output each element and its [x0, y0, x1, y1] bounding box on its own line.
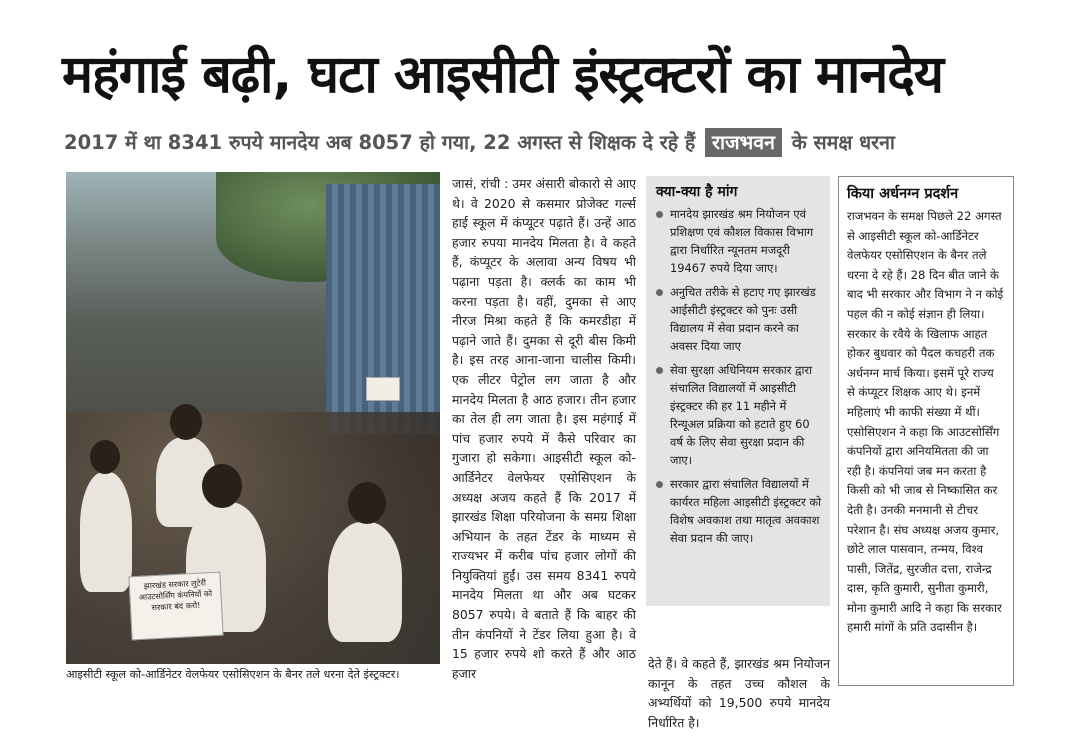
demand-text: सेवा सुरक्षा अधिनियम सरकार द्वारा संचालित विद्यालयों में आइसीटी इंस्ट्रक्टर की हर 11 महीने में रिन्यूअल प्रक्रिया को हटाते हुए 60 वर्ष के लिए सेवा सुरक्षा प्रदान की जाए।: [670, 363, 813, 467]
demands-list: [646, 205, 830, 547]
demand-text: सरकार द्वारा संचालित विद्यालयों में कार्यरत महिला आइसीटी इंस्ट्रक्टर को विशेष अवकाश तथा मातृत्व अवकाश सेवा प्रदान की जाए।: [670, 477, 822, 545]
subheadline-text: 2017 में था 8341 रुपये मानदेय अब 8057 हो गया, 22 अगस्त से शिक्षक दे रहे हैं: [64, 131, 696, 154]
photo-person: [80, 472, 132, 592]
protest-placard: झारखंड सरकार लुटेरी आउटसोर्सिंग कंपनियों को सरकार बंद करो!: [128, 572, 223, 641]
article-body: जासं, रांची : उमर अंसारी बोकारो से आए थे। वे 2020 से कसमार प्रोजेक्ट गर्ल्स हाई स्कूल में कंप्यूटर पढ़ाते हैं। उन्हें आठ हजार रुपया मानदेय मिलता है। वे कहते हैं, कंप्यूटर के अलावा अन्य विषय भी पढ़ाना पड़ता है। क्लर्क का काम भी करना पड़ता है। वहीं, दुमका से आए नीरज मिश्रा कहते हैं कि कमरडीहा में पढ़ाने जाते हैं। दुमका से दूरी बीस किमी है। इस तरह आना-जाना चालीस किमी। एक लीटर पेट्रोल लग जाता है और मानदेय मिलता है आठ हजार। तीन हजार का तेल ही लग जाता है। इस महंगाई में पांच हजार रुपये में कैसे परिवार का गुजारा हो सकेगा। आइसीटी स्कूल को-आर्डिनेटर वेलफेयर एसोसिएशन के अध्यक्ष अजय कहते हैं कि 2017 में झारखंड शिक्षा परियोजना के समग्र शिक्षा अभियान के तहत टेंडर के माध्यम से राज्यभर में करीब पांच हजार लोगों की नियुक्तियां हुईं। उस समय 8341 रुपये मानदेय मिलता था और अब घटकर 8057 रुपये। वे बताते हैं कि बाहर की तीन कंपनियों ने टेंडर लिया हुआ है। वे 15 हजार रुपये शो करते हैं और आठ हजार: [452, 176, 636, 681]
photo-small-placard: [366, 377, 400, 401]
subheadline-text-end: के समक्ष धरना: [791, 131, 895, 154]
demand-item: [656, 361, 822, 469]
protest-photo: [66, 172, 440, 664]
subheadline: [64, 123, 1024, 163]
photo-person: [328, 522, 402, 642]
demand-item: [656, 205, 822, 277]
demand-item: [656, 475, 822, 547]
photo-person-head: [170, 404, 202, 440]
bullet-icon: [656, 211, 663, 218]
bullet-icon: [656, 481, 663, 488]
photo-caption: आइसीटी स्कूल को-आर्डिनेटर वेलफेयर एसोसिएशन के बैनर तले धरना देते इंस्ट्रक्टर।: [66, 668, 400, 681]
photo-person-head: [202, 464, 242, 508]
demands-box: [646, 176, 830, 606]
bullet-icon: [656, 289, 663, 296]
article-continuation: देते हैं। वे कहते हैं, झारखंड श्रम नियोजन कानून के तहत उच्च कौशल के अभ्यर्थियों को 19,500 रुपये मानदेय निर्धारित है।: [648, 656, 830, 730]
sidebar-text: राजभवन के समक्ष पिछले 22 अगस्त से आइसीटी स्कूल को-आर्डिनेटर वेलफेयर एसोसिएशन के बैनर तले धरना दे रहे हैं। 28 दिन बीत जाने के बाद भी सरकार और विभाग ने न कोई पहल की न कोई संज्ञान ही लिया। सरकार के रवैये के खिलाफ आहत होकर बुधवार को पैदल कचहरी तक अर्धनग्न मार्च किया। इसमें पूरे राज्य से कंप्यूटर शिक्षक आए थे। इनमें महिलाएं भी काफी संख्या में थीं। एसोसिएशन ने कहा कि आउटसोर्सिंग कंपनियों द्वारा अनियमितता की जा रही है। कंपनियां जब मन करता है किसी को भी जाब से निष्कासित कर देती है। उनकी मनमानी से टीचर परेशान है। संघ अध्यक्ष अजय कुमार, छोटे लाल पासवान, तन्मय, विश्व पासी, जितेंद्र, सुरजीत दत्ता, राजेन्द्र दास, कृति कुमारी, सुनीता कुमारी, मोना कुमारी आदि ने कहा कि सरकार हमारी मांगों के प्रति उदासीन है।: [847, 209, 1004, 635]
sidebar-box: [838, 176, 1014, 686]
bullet-icon: [656, 367, 663, 374]
demands-title: क्या-क्या है मांग: [656, 184, 738, 200]
demand-item: [656, 283, 822, 355]
subheadline-tag: राजभवन: [705, 128, 782, 157]
photo-person-head: [348, 482, 386, 524]
photo-person-head: [90, 440, 120, 474]
demand-text: मानदेय झारखंड श्रम नियोजन एवं प्रशिक्षण एवं कौशल विकास विभाग द्वारा निर्धारित न्यूनतम मजदूरी 19467 रुपये दिया जाए।: [670, 207, 814, 275]
headline: महंगाई बढ़ी, घटा आइसीटी इंस्ट्रक्टरों का मानदेय: [62, 45, 944, 105]
demand-text: अनुचित तरीके से हटाए गए झारखंड आईसीटी इंस्ट्रक्टर को पुनः उसी विद्यालय में सेवा प्रदान करने का अवसर दिया जाए: [670, 285, 816, 353]
sidebar-title: किया अर्धनग्न प्रदर्शन: [847, 186, 959, 202]
